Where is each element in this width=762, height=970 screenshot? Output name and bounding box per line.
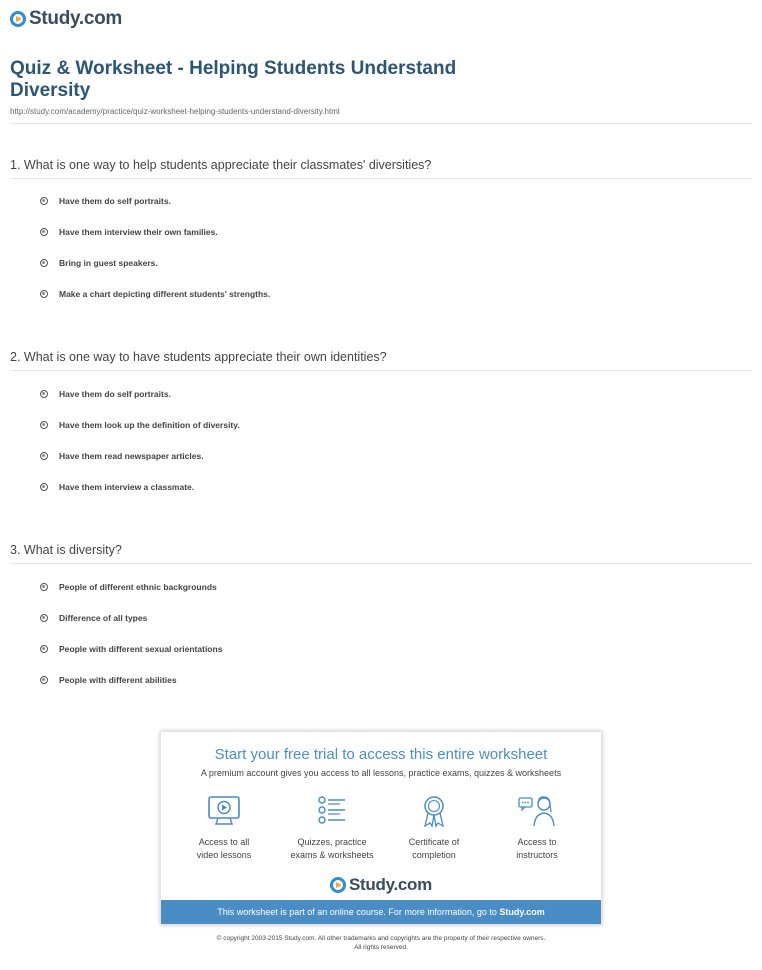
question-2: 2. What is one way to have students appreciate their own identities? [10, 350, 387, 364]
answer-label: Have them interview their own families. [59, 227, 218, 237]
radio-button[interactable] [40, 290, 48, 298]
answer-option[interactable] [40, 482, 194, 492]
page-url: http://study.com/academy/practice/quiz-worksheet-helping-students-understand-diversity.html [10, 107, 340, 116]
radio-button[interactable] [40, 483, 48, 491]
radio-button[interactable] [40, 614, 48, 622]
feature-quizzes [277, 794, 387, 862]
answer-option[interactable] [40, 675, 177, 685]
radio-button[interactable] [40, 676, 48, 684]
radio-button[interactable] [40, 197, 48, 205]
answer-label: People of different ethnic backgrounds [59, 582, 217, 592]
promo-subtitle: A premium account gives you access to all lessons, practice exams, quizzes & worksheets [200, 768, 562, 778]
radio-button[interactable] [40, 583, 48, 591]
answer-label: People with different abilities [59, 675, 177, 685]
study-logo-icon [10, 11, 26, 27]
answer-label: Have them look up the definition of diversity. [59, 420, 240, 430]
feature-certificate [379, 794, 489, 862]
answer-option[interactable] [40, 227, 218, 237]
question-divider [10, 178, 752, 179]
feature-label-line: exams & worksheets [290, 850, 374, 860]
title-divider [10, 123, 752, 124]
answer-label: Have them do self portraits. [59, 196, 171, 206]
promo-title[interactable]: Start your free trial to access this entire worksheet [214, 746, 548, 763]
question-divider [10, 370, 752, 371]
feature-label-line: Access to all [198, 837, 250, 847]
answer-option[interactable] [40, 582, 217, 592]
answer-label: Have them interview a classmate. [59, 482, 195, 492]
promo-bar-text: This worksheet is part of an online course. For more information, go to [217, 907, 497, 917]
logo-text: Study.com [349, 875, 432, 894]
answer-option[interactable] [40, 258, 158, 268]
radio-button[interactable] [40, 421, 48, 429]
question-1: 1. What is one way to help students appreciate their classmates' diversities? [10, 158, 432, 172]
feature-label-line: Certificate of [408, 837, 460, 847]
answer-label: People with different sexual orientations [59, 644, 223, 654]
feature-label-line: instructors [516, 850, 558, 860]
page-title: Quiz & Worksheet - Helping Students Understand Diversity [10, 58, 457, 101]
radio-button[interactable] [40, 228, 48, 236]
question-3: 3. What is diversity? [10, 543, 122, 557]
study-logo[interactable] [10, 8, 122, 30]
answer-option[interactable] [40, 644, 222, 654]
question-divider [10, 563, 752, 564]
answer-option[interactable] [40, 613, 147, 623]
feature-instructors [482, 794, 592, 862]
quiz-list-icon [314, 794, 350, 828]
answer-label: Difference of all types [59, 613, 148, 623]
study-link[interactable]: Study.com [499, 907, 545, 917]
feature-label-line: video lessons [196, 850, 252, 860]
radio-button[interactable] [40, 390, 48, 398]
answer-label: Have them read newspaper articles. [59, 451, 204, 461]
answer-label: Make a chart depicting different students' strengths. [59, 289, 271, 299]
promo-study-logo[interactable] [161, 875, 601, 895]
radio-button[interactable] [40, 645, 48, 653]
feature-label-line: Quizzes, practice [297, 837, 367, 847]
feature-label-line: completion [412, 850, 456, 860]
copyright [0, 934, 762, 952]
answer-option[interactable] [40, 289, 270, 299]
logo-text: Study.com [29, 8, 123, 29]
copyright-line: © copyright 2003-2015 Study.com. All other trademarks and copyrights are the property of their respective owners. [216, 935, 546, 942]
radio-button[interactable] [40, 259, 48, 267]
answer-option[interactable] [40, 389, 171, 399]
free-trial-promo[interactable] [160, 731, 602, 925]
certificate-icon [416, 794, 452, 828]
answer-option[interactable] [40, 420, 240, 430]
answer-option[interactable] [40, 451, 204, 461]
feature-video-lessons [169, 794, 279, 862]
study-logo-icon [330, 877, 346, 893]
promo-footer-bar [161, 900, 601, 924]
answer-label: Have them do self portraits. [59, 389, 171, 399]
radio-button[interactable] [40, 452, 48, 460]
video-lesson-icon [206, 794, 242, 828]
answer-label: Bring in guest speakers. [59, 258, 158, 268]
copyright-line: All rights reserved. [354, 944, 408, 951]
answer-option[interactable] [40, 196, 171, 206]
instructor-icon [517, 794, 557, 828]
feature-label-line: Access to [517, 837, 557, 847]
